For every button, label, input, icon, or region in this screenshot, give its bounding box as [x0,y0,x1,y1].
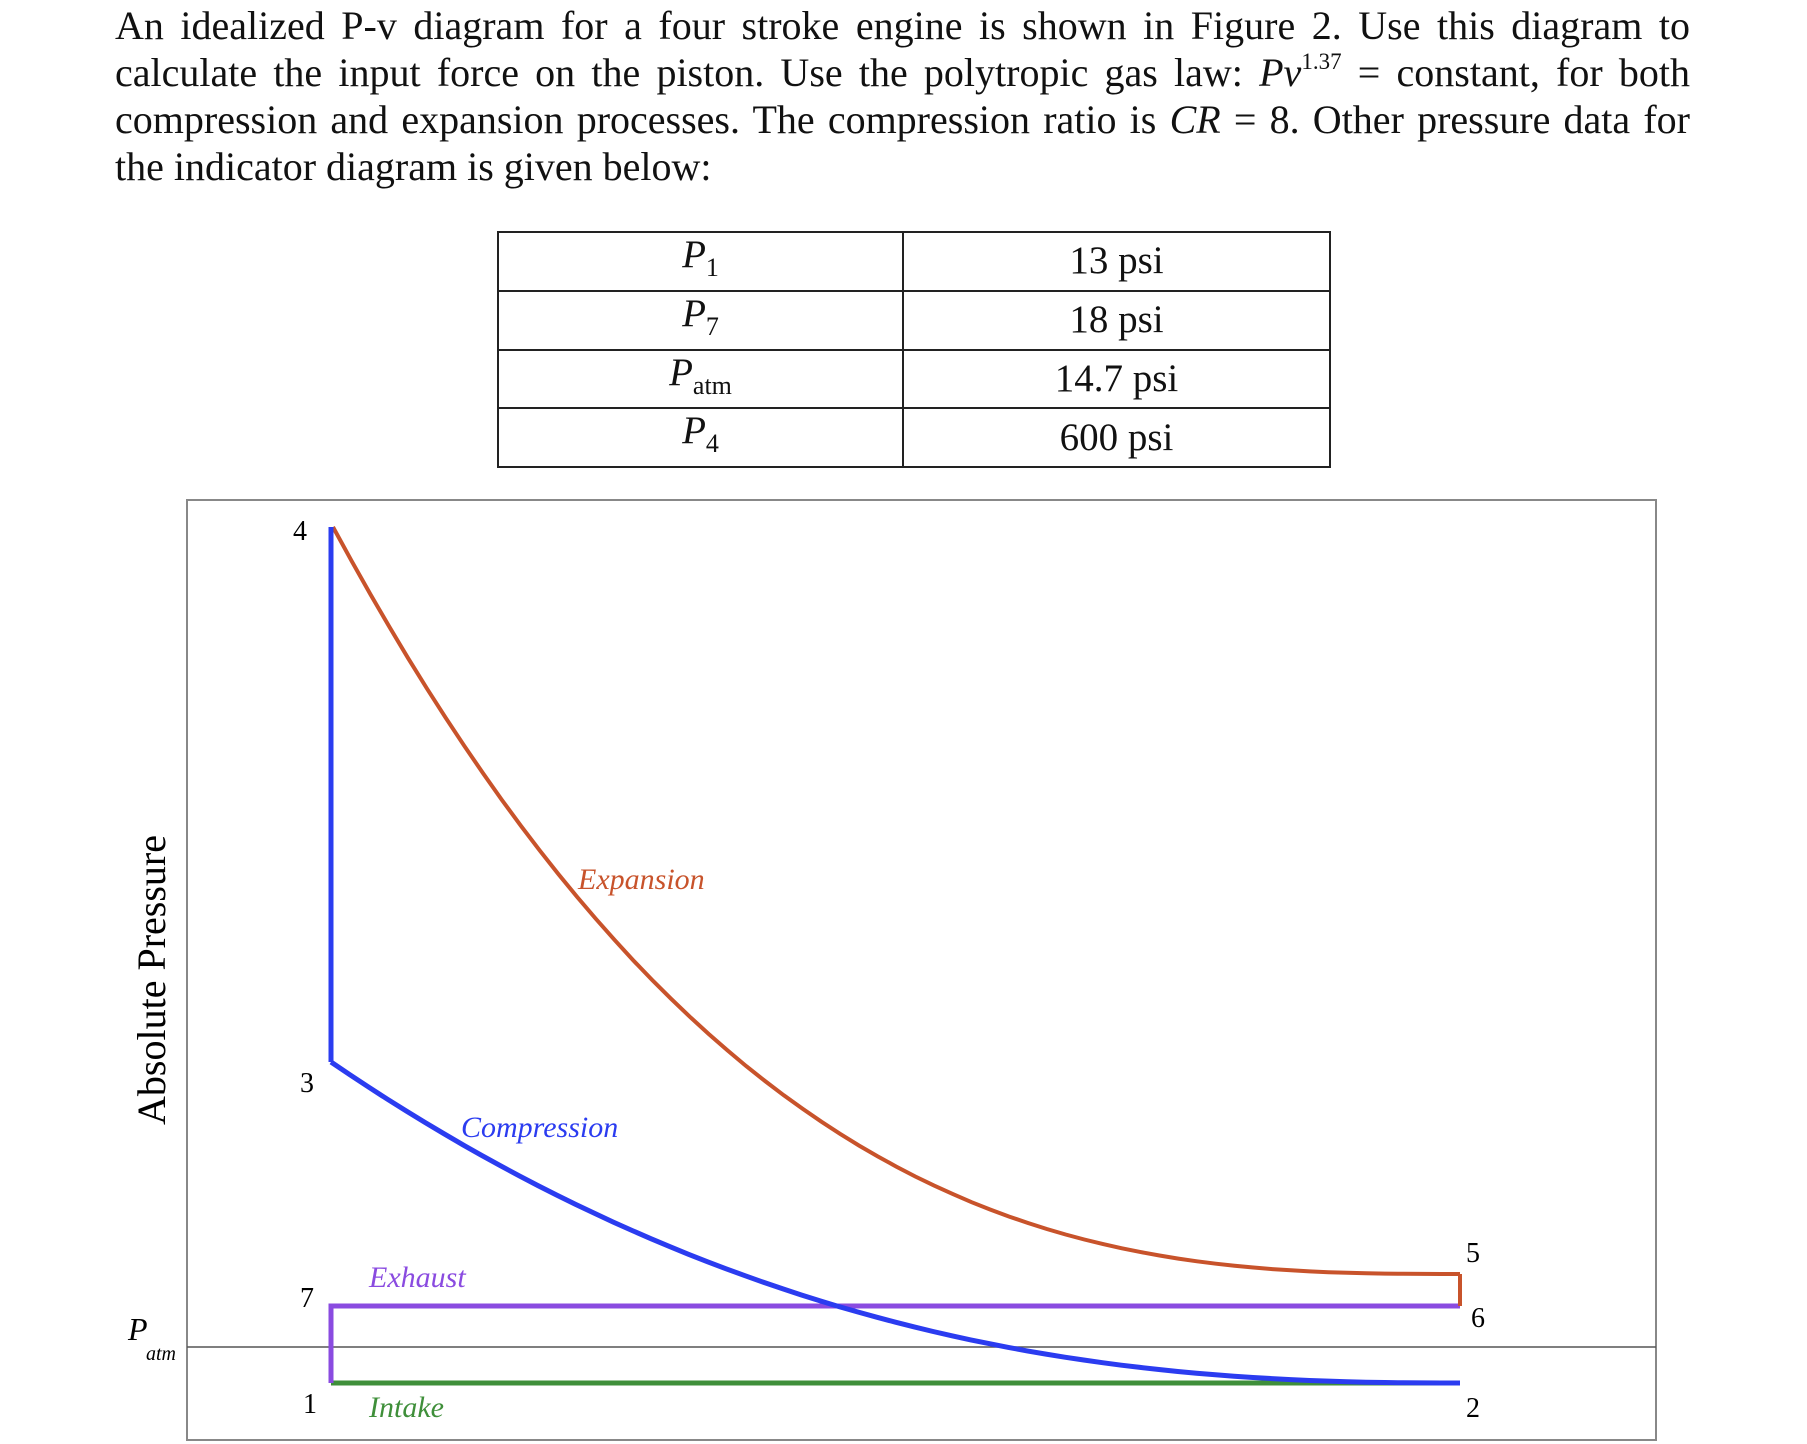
pressure-value: 18 psi [903,291,1330,350]
exhaust-line [331,1306,1460,1383]
point-1-label: 1 [303,1389,317,1420]
point-2-label: 2 [1466,1393,1480,1424]
exhaust-label: Exhaust [369,1261,466,1294]
pressure-value: 14.7 psi [903,350,1330,409]
cr-rhs: = 8. Other pressure data for the indicator diagram is given below: [115,97,1690,189]
patm-subscript: atm [146,1343,176,1365]
point-7-label: 7 [300,1283,314,1314]
pressure-symbol: $P_1$ [498,232,903,291]
cr-symbol: CR [1169,97,1221,142]
point-4-label: 4 [293,516,307,547]
diagram-frame [187,500,1656,1440]
pressure-symbol: $P_{atm}$ [498,350,903,409]
expansion-label: Expansion [578,863,705,896]
y-axis-label: Absolute Pressure [129,835,174,1125]
pressure-symbol: $P_4$ [498,408,903,467]
pressure-symbol: $P_7$ [498,291,903,350]
compression-label: Compression [461,1111,619,1144]
patm-label: P [128,1311,148,1347]
point-6-label: 6 [1471,1303,1485,1334]
law-exponent: 1.37 [1301,49,1342,74]
expansion-curve [333,527,1460,1274]
point-5-label: 5 [1466,1238,1480,1269]
pressure-value: 13 psi [903,232,1330,291]
point-3-label: 3 [300,1068,314,1099]
problem-text-intro: An idealized P-v diagram for a four stroke engine is shown in Figure 2. Use this diagram to calculate the input force on the piston. Use the polytropic gas law: [115,3,1690,95]
intake-label: Intake [369,1391,444,1424]
law-rhs: = constant, for both compression and expansion processes. The compression ratio is [115,50,1690,142]
law-base: Pv [1259,50,1302,95]
pressure-value: 600 psi [903,408,1330,467]
